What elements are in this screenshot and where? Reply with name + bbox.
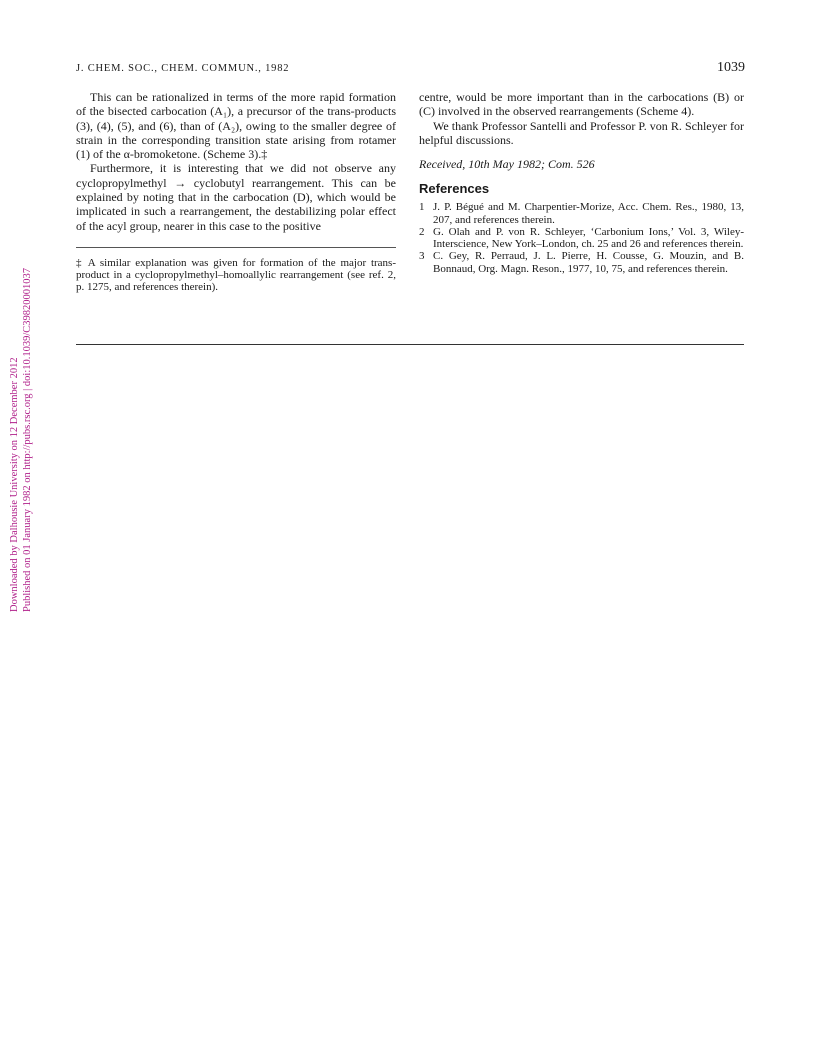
download-notice: Downloaded by Dalhousie University on 12 December 2012 [9, 357, 20, 612]
publication-notice: Published on 01 January 1982 on http://pubs.rsc.org | doi:10.1039/C39820001037 [22, 267, 33, 612]
reference-number: 3 [419, 250, 425, 263]
reference-item [419, 201, 744, 225]
left-column [76, 90, 396, 233]
reference-number: 2 [419, 225, 425, 238]
references-heading: References [419, 181, 490, 197]
body-paragraph: This can be rationalized in terms of the more rapid formation of the bisected carbocation (A₁), a precursor of the trans-products (3), (4), (5), and (6), than of (A₂), owing to the smaller degree of strain in the corresponding transition state arising from rotamer (1) of the α-bromoketone. (Scheme 3).‡ [76, 90, 396, 162]
reference-number: 1 [419, 201, 425, 214]
reference-text: G. Olah and P. von R. Schleyer, ‘Carbonium Ions,’ Vol. 3, Wiley-Interscience, New York–London, ch. 25 and 26 and references therein. [433, 225, 744, 251]
references-list [419, 201, 744, 274]
body-paragraph: Furthermore, it is interesting that we did not observe any cyclopropylmethyl → cyclobutyl rearrangement. This can be explained by noting that in the carbocation (D), which would be implicated in such a rearrangement, the destabilizing polar effect of the acyl group, nearer in this case to the positive [76, 161, 396, 233]
body-paragraph: centre, would be more important than in the carbocations (B) or (C) involved in the observed rearrangements (Scheme 4). [419, 90, 744, 119]
acknowledgement: We thank Professor Santelli and Professor P. von R. Schleyer for helpful discussions. [419, 118, 744, 147]
page-number: 1039 [717, 60, 745, 75]
page-end-rule [76, 344, 744, 345]
received-date: Received, 10th May 1982; Com. 526 [419, 157, 595, 172]
reference-text: J. P. Bégué and M. Charpentier-Morize, Acc. Chem. Res., 1980, 13, 207, and references therein. [433, 201, 744, 226]
journal-header: J. CHEM. SOC., CHEM. COMMUN., 1982 [76, 63, 290, 74]
reference-item [419, 226, 744, 250]
reference-text: C. Gey, R. Perraud, J. L. Pierre, H. Cousse, G. Mouzin, and B. Bonnaud, Org. Magn. Reson., 1977, 10, 75, and references therein. [433, 250, 744, 275]
footnote-rule [76, 247, 396, 248]
footnote: ‡ A similar explanation was given for formation of the major trans-product in a cyclopropylmethyl–homoallylic rearrangement (see ref. 2, p. 1275, and references therein). [76, 257, 396, 294]
reference-item [419, 250, 744, 274]
right-column [419, 90, 744, 275]
